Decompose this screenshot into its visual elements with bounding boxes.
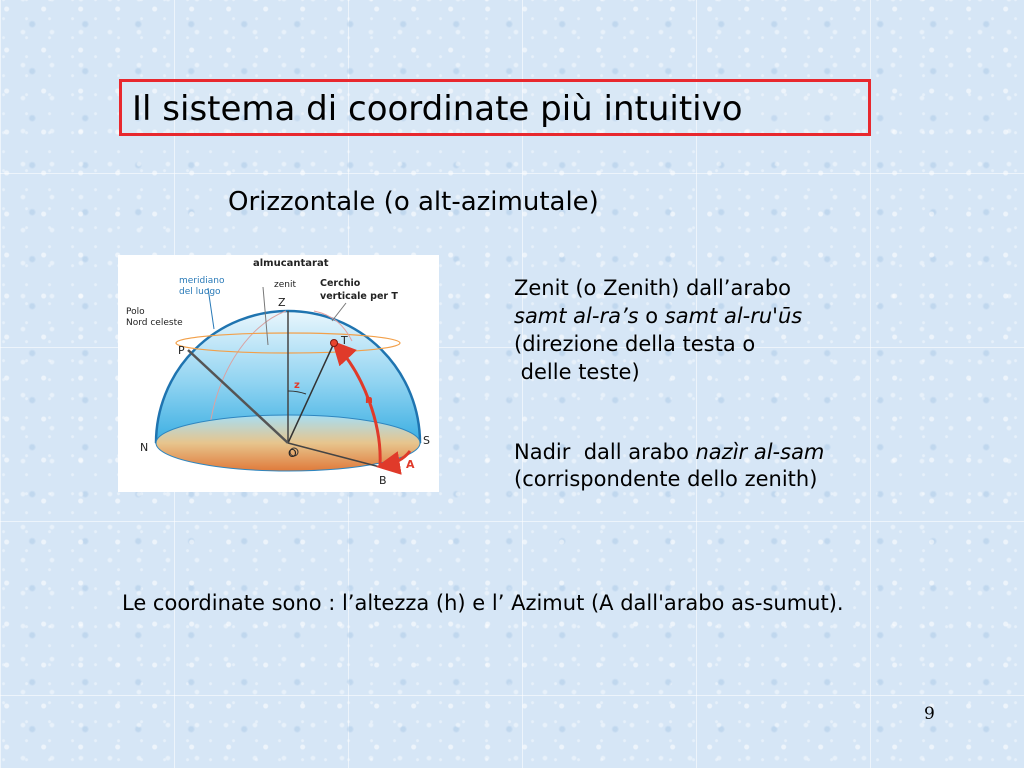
label-S: S: [423, 434, 430, 447]
label-A: A: [406, 458, 415, 471]
horizontal-coordinates-diagram: [118, 255, 439, 492]
label-N: N: [140, 441, 149, 454]
zenit-line-2: [514, 302, 934, 330]
label-polo: Polo: [126, 307, 145, 317]
label-zenit: zenit: [274, 280, 296, 290]
celestial-sphere-illustration: [118, 255, 439, 492]
label-T: T: [341, 334, 348, 347]
label-meridiano: meridiano: [179, 276, 225, 286]
nadir-line-2: (corrispondente dello zenith): [514, 467, 818, 491]
zenit-arabic-2: samt al-ru'ūs: [664, 304, 803, 328]
zenit-line-1: Zenit (o Zenith) dall’arabo: [514, 276, 792, 300]
label-B: B: [379, 474, 387, 487]
zenit-or: o: [638, 304, 665, 328]
zenit-arabic-1: samt al-ra’s: [514, 304, 639, 328]
nadir-line-1: [514, 439, 934, 466]
label-del-luogo: del luogo: [179, 287, 221, 297]
label-h: h: [365, 393, 373, 406]
zenit-definition: [514, 274, 934, 386]
label-almucantarat: almucantarat: [253, 258, 329, 269]
slide-subtitle: Orizzontale (o alt-azimutale): [228, 187, 599, 217]
zenit-line-4: delle teste): [514, 360, 640, 384]
label-O: O: [288, 447, 297, 460]
label-cerchio: Cerchio: [320, 278, 361, 289]
nadir-prefix: Nadir dall arabo: [514, 440, 696, 464]
zenit-line-3: (direzione della testa o: [514, 332, 756, 356]
page-number: 9: [924, 704, 935, 724]
label-P: P: [178, 344, 185, 357]
star-t-marker: [331, 340, 338, 347]
label-Z: Z: [278, 296, 286, 309]
slide-title: Il sistema di coordinate più intuitivo: [132, 89, 743, 129]
coordinates-description: Le coordinate sono : l’altezza (h) e l’ Azimut (A dall'arabo as-sumut).: [122, 591, 844, 615]
label-verticale: verticale per T: [320, 291, 398, 302]
nadir-definition: [514, 439, 934, 493]
label-nord-celeste: Nord celeste: [126, 318, 183, 328]
label-z: z: [294, 380, 300, 391]
nadir-arabic: nazìr al-sam: [695, 440, 825, 464]
